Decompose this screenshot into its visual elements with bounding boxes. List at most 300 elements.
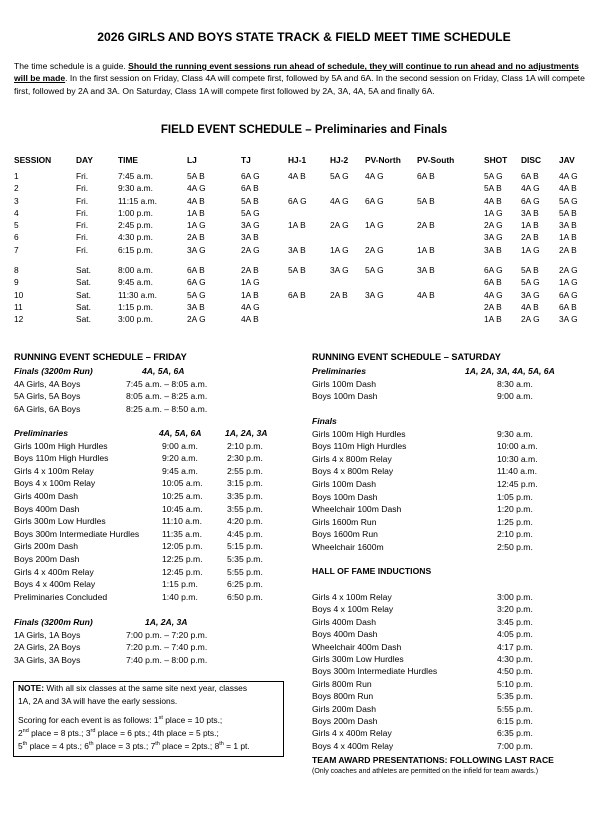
list-cell: 11:35 a.m. — [162, 528, 202, 539]
list-cell: 3:00 p.m. — [497, 592, 533, 602]
list-cell: Boys 1600m Run — [312, 529, 378, 540]
list-cell: Boys 300m Intermediate Hurdles — [312, 666, 438, 677]
field-cell: Fri. — [76, 195, 89, 206]
field-cell: 5A B — [288, 265, 306, 276]
field-cell: 2A B — [330, 289, 348, 300]
list-cell: 5:10 p.m. — [497, 678, 533, 689]
field-cell — [417, 278, 484, 290]
field-cell: 4A B — [417, 289, 435, 300]
list-cell: 6:15 p.m. — [497, 716, 533, 726]
scoring-line-1 — [18, 716, 222, 726]
intro-rest: . In the first session on Friday, Class 4A will compete first, followed by 5A and 6A. In the second session on Friday, Class 1A will compete first, followed by 2A and 3A. On Saturday, Class 1A will compete first followed by 2A, 3A, 4A, 5A and finally 6A. — [14, 73, 585, 96]
field-cell: 3A G — [241, 220, 260, 231]
list-cell: 4:50 p.m. — [497, 666, 533, 677]
list-cell: 10:30 a.m. — [497, 453, 538, 464]
field-cell: 1A B — [187, 207, 205, 218]
field-cell: TIME — [118, 155, 139, 165]
list-cell: Girls 400m Dash — [14, 491, 78, 501]
field-cell: 10 — [14, 289, 24, 300]
list-cell: Girls 800m Run — [312, 678, 372, 689]
list-item — [14, 655, 304, 667]
list-cell: Girls 100m High Hurdles — [312, 428, 406, 439]
field-cell: 5A G — [365, 265, 384, 276]
list-item — [312, 604, 602, 616]
list-item — [312, 466, 602, 478]
list-cell: Wheelchair 400m Dash — [312, 641, 402, 652]
list-cell: 8:05 a.m. – 8:25 a.m. — [126, 391, 208, 401]
list-item — [312, 617, 602, 629]
list-item — [312, 654, 602, 666]
list-cell: Girls 400m Dash — [312, 616, 376, 627]
field-cell: Sat. — [76, 301, 91, 312]
field-row — [14, 266, 591, 278]
field-cell: 4A G — [241, 301, 260, 312]
list-header-cell: 4A, 5A, 6A — [159, 428, 202, 438]
friday-title: RUNNING EVENT SCHEDULE – FRIDAY — [14, 352, 187, 362]
list-header-cell: Preliminaries — [14, 428, 68, 438]
list-cell: 3:15 p.m. — [227, 478, 263, 489]
list-item — [14, 391, 304, 403]
field-cell: 2A B — [241, 265, 259, 276]
field-cell — [330, 303, 365, 315]
field-cell — [288, 278, 330, 290]
list-item — [312, 529, 602, 541]
list-cell: 3A Girls, 3A Boys — [14, 654, 81, 665]
list-cell: Girls 4 x 100m Relay — [14, 465, 94, 476]
list-item — [14, 441, 304, 453]
list-cell: Boys 4 x 400m Relay — [312, 740, 394, 751]
list-item — [312, 716, 602, 728]
scoring-2c: place = 6 pts.; 4th place = 5 pts.; — [95, 728, 219, 738]
list-cell: 9:00 a.m. — [497, 391, 533, 401]
field-cell — [330, 233, 365, 245]
field-row — [14, 197, 591, 209]
list-item — [14, 478, 304, 490]
list-item — [312, 479, 602, 491]
list-cell: 4:20 p.m. — [227, 516, 263, 527]
sup-rd: rd — [90, 728, 96, 735]
list-item — [312, 379, 602, 391]
sup-nd: nd — [22, 728, 29, 735]
list-item — [312, 666, 602, 678]
field-cell: 2A B — [559, 244, 577, 255]
field-cell: 3A G — [521, 289, 540, 300]
field-cell: 3A B — [187, 301, 205, 312]
field-cell — [417, 303, 484, 315]
field-cell: 5A G — [241, 207, 260, 218]
field-cell: 2A G — [187, 314, 206, 325]
list-cell: 10:05 a.m. — [162, 478, 203, 489]
field-cell: 3A B — [241, 232, 259, 243]
sup-th-2: th — [88, 741, 94, 748]
list-cell: Boys 4 x 400m Relay — [14, 579, 96, 590]
list-cell: 2:10 p.m. — [227, 440, 263, 451]
list-cell: 9:45 a.m. — [162, 465, 198, 476]
list-cell: 7:20 p.m. – 7:40 p.m. — [126, 642, 208, 652]
field-cell: 6A B — [288, 289, 306, 300]
field-cell: 6A G — [288, 195, 307, 206]
field-row — [14, 278, 591, 290]
field-cell — [417, 184, 484, 196]
list-item — [312, 629, 602, 641]
list-cell: 7:00 p.m. — [497, 740, 533, 751]
list-item — [312, 441, 602, 453]
field-cell: 6A G — [484, 265, 503, 276]
list-item — [312, 691, 602, 703]
scoring-3d: place = 2pts.; 8 — [159, 741, 220, 751]
scoring-3b: place = 4 pts.; 6 — [27, 741, 89, 751]
field-cell — [417, 315, 484, 327]
list-cell: 8:30 a.m. — [497, 378, 533, 389]
field-cell: 4A B — [241, 314, 259, 325]
field-cell: 3A B — [559, 220, 577, 231]
field-cell: 4A B — [521, 301, 539, 312]
list-cell: 4A Girls, 4A Boys — [14, 378, 81, 389]
scoring-1b: place = 10 pts.; — [162, 715, 223, 725]
list-header-cell: 4A, 5A, 6A — [142, 366, 185, 376]
field-cell: 2A G — [484, 220, 503, 231]
field-cell — [365, 303, 417, 315]
field-cell: 2A G — [241, 244, 260, 255]
field-cell: 1A B — [241, 289, 259, 300]
list-header — [14, 617, 304, 629]
hall-of-fame: HALL OF FAME INDUCTIONS — [312, 566, 432, 576]
field-cell: Fri. — [76, 232, 89, 243]
list-cell: 6:25 p.m. — [227, 579, 263, 590]
list-cell: 6A Girls, 6A Boys — [14, 403, 81, 414]
field-cell: Fri. — [76, 171, 89, 181]
list-item — [312, 728, 602, 740]
field-cell: 8:00 a.m. — [118, 265, 153, 276]
list-cell: Boys 400m Dash — [312, 629, 378, 640]
list-item — [312, 592, 602, 604]
list-cell: Girls 200m Dash — [312, 703, 376, 714]
saturday-title: RUNNING EVENT SCHEDULE – SATURDAY — [312, 352, 501, 362]
field-cell: 6A B — [521, 171, 539, 181]
field-cell: 5A G — [187, 289, 206, 300]
field-cell: 4A G — [521, 183, 540, 194]
list-item — [14, 642, 304, 654]
field-cell: 1A G — [330, 244, 349, 255]
list-item — [312, 492, 602, 504]
list-header — [14, 366, 304, 378]
list-item — [312, 391, 602, 403]
list-cell: 8:25 a.m. – 8:50 a.m. — [126, 403, 208, 414]
list-cell: Boys 200m Dash — [14, 554, 80, 564]
list-header-cell: Finals (3200m Run) — [14, 617, 93, 627]
field-cell: 6A B — [484, 277, 502, 288]
field-cell: Sat. — [76, 265, 91, 276]
list-cell: Girls 100m High Hurdles — [14, 440, 108, 451]
list-cell: 6:50 p.m. — [227, 591, 263, 602]
list-item — [14, 541, 304, 553]
field-cell — [365, 184, 417, 196]
list-cell: 2:55 p.m. — [227, 465, 263, 476]
field-cell: 5A B — [241, 195, 259, 206]
field-cell: Sat. — [76, 314, 91, 325]
field-cell: Fri. — [76, 183, 89, 194]
field-cell: SESSION — [14, 155, 52, 165]
field-cell: 2A G — [330, 220, 349, 231]
list-header — [312, 416, 602, 428]
field-cell: TJ — [241, 155, 251, 165]
list-cell: Girls 4 x 400m Relay — [312, 728, 392, 739]
field-cell: 6A G — [187, 277, 206, 288]
list-cell: 3:35 p.m. — [227, 491, 263, 501]
list-header-cell: Finals (3200m Run) — [14, 366, 93, 376]
list-cell: 4:45 p.m. — [227, 528, 263, 539]
field-cell: 5A B — [559, 207, 577, 218]
list-cell: 1:15 p.m. — [162, 579, 198, 590]
field-cell: 1A B — [417, 244, 435, 255]
list-cell: Preliminaries Concluded — [14, 591, 108, 602]
list-item — [312, 679, 602, 691]
field-cell: 4A G — [330, 195, 349, 206]
field-row — [14, 315, 591, 327]
list-cell: Boys 100m Dash — [312, 391, 378, 401]
field-cell: 8 — [14, 265, 19, 276]
list-cell: Boys 4 x 100m Relay — [312, 604, 394, 615]
list-cell: 12:05 p.m. — [162, 541, 203, 552]
field-cell: 3A B — [417, 265, 435, 276]
field-cell: 3A B — [288, 244, 306, 255]
list-cell: 12:45 p.m. — [497, 479, 538, 489]
list-header-cell: Finals — [312, 416, 337, 426]
list-item — [14, 466, 304, 478]
list-cell: 10:45 a.m. — [162, 503, 203, 514]
list-header — [14, 428, 304, 440]
list-cell: 12:45 p.m. — [162, 566, 203, 577]
list-cell: 6:35 p.m. — [497, 728, 533, 739]
list-cell: 9:00 a.m. — [162, 440, 198, 451]
field-cell: 3:00 p.m. — [118, 314, 153, 325]
team-awards-note: (Only coaches and athletes are permitted on the infield for team awards.) — [312, 768, 539, 775]
field-cell: Fri. — [76, 207, 89, 218]
list-item — [312, 741, 602, 753]
field-row — [14, 184, 591, 196]
list-item — [312, 642, 602, 654]
list-cell: 9:20 a.m. — [162, 453, 198, 464]
field-cell: 1A B — [521, 220, 539, 231]
list-cell: Boys 110m High Hurdles — [14, 453, 109, 464]
field-cell: 2:45 p.m. — [118, 220, 153, 231]
field-cell: 5A G — [521, 277, 540, 288]
field-cell: 3A G — [330, 265, 349, 276]
field-cell — [330, 278, 365, 290]
field-cell: 1:15 p.m. — [118, 301, 153, 312]
list-cell: Girls 300m Low Hurdles — [312, 654, 404, 664]
field-cell: 4A B — [288, 171, 306, 181]
field-cell: Sat. — [76, 277, 91, 288]
list-item — [14, 554, 304, 566]
field-row — [14, 246, 591, 258]
field-cell: 4 — [14, 207, 19, 218]
field-cell — [330, 315, 365, 327]
list-cell: Wheelchair 100m Dash — [312, 504, 402, 515]
field-cell — [288, 315, 330, 327]
field-cell: 3A G — [559, 314, 578, 325]
list-cell: 5:35 p.m. — [227, 554, 263, 564]
list-item — [312, 542, 602, 554]
field-cell: 1A G — [521, 244, 540, 255]
field-row — [14, 233, 591, 245]
field-cell: 2A B — [521, 232, 539, 243]
field-cell: 2A B — [417, 220, 435, 231]
team-awards: TEAM AWARD PRESENTATIONS: FOLLOWING LAST RACE — [312, 755, 554, 765]
field-cell: 5A G — [559, 195, 578, 206]
field-cell — [365, 315, 417, 327]
field-cell: 6A B — [417, 171, 435, 181]
field-cell — [330, 184, 365, 196]
field-cell: 11:30 a.m. — [118, 289, 157, 300]
list-cell: 2:10 p.m. — [497, 529, 533, 540]
field-cell: 4A G — [559, 171, 578, 181]
field-cell: 1:00 p.m. — [118, 207, 153, 218]
list-item — [14, 529, 304, 541]
field-cell: 4:30 p.m. — [118, 232, 153, 243]
list-item — [14, 516, 304, 528]
list-cell: 7:00 p.m. – 7:20 p.m. — [126, 629, 208, 640]
field-cell: 6A G — [241, 171, 260, 181]
sup-th-4: th — [219, 741, 224, 748]
field-cell: 1A B — [288, 220, 306, 231]
list-cell: Boys 400m Dash — [14, 503, 80, 514]
list-cell: 4:17 p.m. — [497, 641, 533, 652]
field-row — [14, 291, 591, 303]
list-cell: Boys 200m Dash — [312, 716, 378, 726]
field-cell: 4A G — [484, 289, 503, 300]
field-cell: 9:45 a.m. — [118, 277, 153, 288]
list-item — [14, 630, 304, 642]
list-cell: Wheelchair 1600m — [312, 542, 384, 552]
list-cell: 12:25 p.m. — [162, 554, 203, 564]
field-cell — [288, 233, 330, 245]
field-cell: 1A G — [365, 220, 384, 231]
field-cell: 7 — [14, 244, 19, 255]
field-cell: 6A B — [187, 265, 205, 276]
list-cell: 9:30 a.m. — [497, 428, 533, 439]
list-item — [312, 454, 602, 466]
field-cell: 9 — [14, 277, 19, 288]
list-item — [14, 404, 304, 416]
field-cell: 5 — [14, 220, 19, 231]
field-cell: 5A B — [417, 195, 435, 206]
list-item — [312, 504, 602, 516]
field-cell: 2A G — [365, 244, 384, 255]
field-cell: 5A G — [330, 171, 349, 181]
list-cell: 1:40 p.m. — [162, 591, 198, 602]
list-cell: Girls 100m Dash — [312, 479, 376, 489]
field-cell — [365, 233, 417, 245]
scoring-3c: place = 3 pts.; 7 — [93, 741, 156, 751]
field-event-title: FIELD EVENT SCHEDULE – Preliminaries and Finals — [160, 124, 448, 136]
field-cell: 3A G — [187, 244, 206, 255]
field-cell: 4A B — [484, 195, 502, 206]
field-cell: 1A G — [559, 277, 578, 288]
field-cell: 6A G — [521, 195, 540, 206]
field-cell: 3A B — [484, 244, 502, 255]
list-item — [14, 567, 304, 579]
field-cell: LJ — [187, 155, 197, 165]
field-cell: 1A B — [484, 314, 502, 325]
list-cell: 5:35 p.m. — [497, 691, 533, 702]
field-cell: 6A B — [241, 183, 259, 194]
sup-th-1: th — [22, 741, 28, 748]
list-cell: 5:15 p.m. — [227, 541, 263, 552]
field-cell: DISC — [521, 155, 542, 165]
list-cell: 5:55 p.m. — [497, 703, 533, 714]
list-cell: Girls 1600m Run — [312, 516, 377, 527]
list-cell: 11:10 a.m. — [162, 516, 202, 527]
field-cell: 3A B — [521, 207, 539, 218]
field-cell — [417, 233, 484, 245]
field-cell: Fri. — [76, 220, 89, 231]
list-cell: Girls 200m Dash — [14, 541, 78, 552]
field-cell: 2A B — [484, 301, 502, 312]
list-cell: 2:30 p.m. — [227, 453, 263, 464]
field-cell — [365, 278, 417, 290]
field-cell: HJ-1 — [288, 155, 307, 165]
field-row — [14, 303, 591, 315]
field-cell: 3 — [14, 195, 19, 206]
field-cell: PV-South — [417, 155, 455, 165]
intro-paragraph — [14, 60, 594, 97]
field-cell: 2 — [14, 183, 19, 194]
field-cell: 5A B — [484, 183, 502, 194]
list-cell: 7:40 p.m. – 8:00 p.m. — [126, 654, 208, 665]
list-item — [14, 579, 304, 591]
sup-th-3: th — [155, 741, 160, 748]
list-cell: 2:50 p.m. — [497, 542, 533, 552]
field-cell: 12 — [14, 314, 24, 325]
list-header-cell: 1A, 2A, 3A — [225, 428, 268, 438]
list-cell: 1:25 p.m. — [497, 516, 533, 527]
list-item — [312, 429, 602, 441]
note-text-1: With all six classes at the same site next year, classes — [44, 683, 248, 693]
field-cell: 3A G — [484, 232, 503, 243]
field-row — [14, 221, 591, 233]
field-cell: PV-North — [365, 155, 401, 165]
field-cell: 4A G — [365, 171, 384, 181]
list-cell: Boys 4 x 100m Relay — [14, 478, 96, 489]
list-header-cell: 1A, 2A, 3A — [145, 617, 188, 627]
field-cell: 2A B — [187, 232, 205, 243]
field-cell: HJ-2 — [330, 155, 349, 165]
field-cell: 1A G — [187, 220, 206, 231]
list-cell: 5:55 p.m. — [227, 566, 263, 577]
field-cell: 5A B — [187, 171, 205, 181]
list-cell: Boys 4 x 800m Relay — [312, 466, 394, 477]
field-cell: 4A B — [559, 183, 577, 194]
note-line-2: 1A, 2A and 3A will have the early sessions. — [18, 696, 178, 706]
list-cell: 5A Girls, 5A Boys — [14, 391, 81, 401]
list-cell: Girls 4 x 100m Relay — [312, 592, 392, 602]
list-cell: 4:05 p.m. — [497, 629, 533, 640]
list-cell: 11:40 a.m. — [497, 466, 537, 477]
field-cell: 6A B — [559, 301, 577, 312]
list-cell: Boys 100m Dash — [312, 491, 378, 502]
list-cell: 10:25 a.m. — [162, 491, 203, 501]
note-box — [13, 681, 284, 757]
field-cell: 6A G — [559, 289, 578, 300]
field-cell: 2A G — [559, 265, 578, 276]
sup-st: st — [158, 715, 163, 722]
list-cell: Girls 4 x 400m Relay — [14, 566, 94, 577]
list-cell: Boys 110m High Hurdles — [312, 441, 407, 452]
list-cell: 3:45 p.m. — [497, 616, 533, 627]
field-cell: 4A B — [187, 195, 205, 206]
field-row — [14, 172, 591, 184]
